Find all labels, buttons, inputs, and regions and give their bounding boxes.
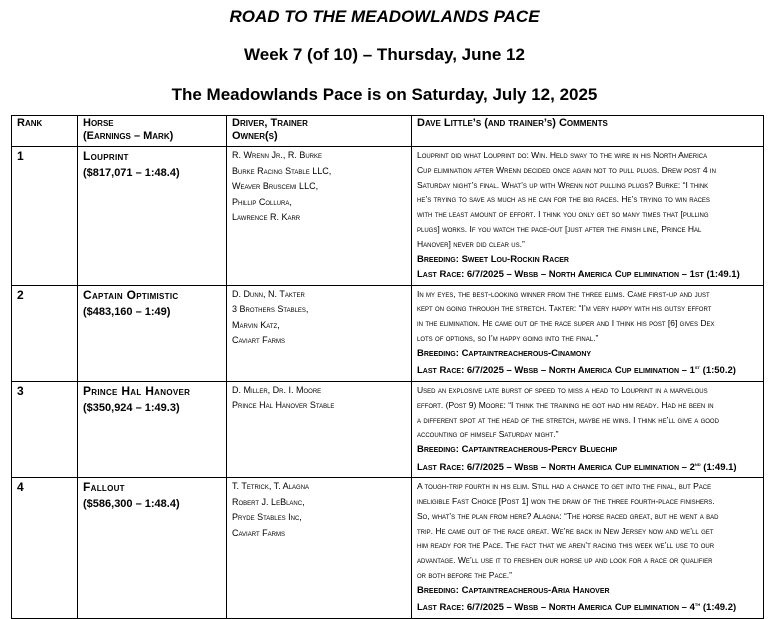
comment-line: kept on going through the stretch. Takter: “I’m very happy with his gutsy effort <box>417 303 712 314</box>
comment-line: trip. He came out of the race great. We’re back in New Jersey now and we’ll get <box>417 525 714 536</box>
last-race-line: Last Race: 6/7/2025 – Wbsb – North America Cup elimination – 2nd (1:49.1) <box>417 461 737 473</box>
week-heading: Week 7 (of 10) – Thursday, June 12 <box>244 45 525 64</box>
horse-cell <box>78 381 227 477</box>
comments-cell <box>412 381 764 477</box>
rank-column-header: Rank <box>12 116 78 147</box>
person-line: Caviart Farms <box>232 335 285 346</box>
horse-name: Louprint <box>83 149 129 163</box>
comment-line: effort. (Post 9) Moore: “I think the training he got had him ready. Had he been in <box>417 399 714 410</box>
comment-line: advantage. We’ll use it to freshen our horse up and look for a race or qualifier <box>417 555 713 566</box>
driver-column-header: Driver, Trainer Owner(s) <box>227 116 412 147</box>
person-line: T. Tetrick, T. Alagna <box>232 481 310 492</box>
page-title: ROAD TO THE MEADOWLANDS PACE <box>229 7 540 26</box>
horse-cell <box>78 147 227 286</box>
person-line: Prince Hal Hanover Stable <box>232 400 335 411</box>
connections-cell <box>227 478 412 619</box>
comment-line: Hanover] never did clear us.” <box>417 238 525 249</box>
horse-cell <box>78 285 227 381</box>
person-line: D. Dunn, N. Takter <box>232 288 305 299</box>
comment-line: accounting of himself Saturday night.” <box>417 429 559 440</box>
table-row <box>12 147 764 286</box>
comment-line: Louprint did what Louprint do: Win. Held sway to the wire in his North America <box>417 150 708 160</box>
horse-name: Captain Optimistic <box>83 287 179 302</box>
horse-earnings: ($817,071 – 1:48.4) <box>83 167 180 179</box>
person-line: Weaver Bruscemi LLC, <box>232 181 319 191</box>
place-suffix: st <box>694 269 704 281</box>
horse-column-header: Horse (Earnings – Mark) <box>78 116 227 147</box>
breeding-line: Breeding: Captaintreacherous-Cinamony <box>417 347 592 359</box>
table-row <box>12 285 764 381</box>
last-race-line: Last Race: 6/7/2025 – Wbsb – North America Cup elimination – 1st (1:50.2) <box>417 365 736 377</box>
rank-cell: 4 <box>12 478 78 619</box>
person-line: 3 Brothers Stables, <box>232 304 309 315</box>
person-line: Phillip Collura, <box>232 196 292 207</box>
breeding-line: Breeding: Captaintreacherous-Percy Bluechip <box>417 444 618 456</box>
person-line: Marvin Katz, <box>232 319 280 330</box>
connections-cell <box>227 147 412 286</box>
rank-cell: 1 <box>12 147 78 286</box>
horse-earnings: ($483,160 – 1:49) <box>83 305 171 318</box>
horse-name: Prince Hal Hanover <box>83 383 191 398</box>
connections-cell <box>227 285 412 381</box>
person-line: D. Miller, Dr. I. Moore <box>232 384 322 395</box>
comment-line: he’s trying to save as much as he can for the big races. He’s trying to win races <box>417 194 710 205</box>
table-row <box>12 478 764 619</box>
person-line: Lawrence R. Karr <box>232 212 301 222</box>
breeding-line: Breeding: Captaintreacherous-Aria Hanover <box>417 584 610 596</box>
rank-cell: 2 <box>12 285 78 381</box>
breeding-line: Breeding: Sweet Lou-Rockin Racer <box>417 253 569 265</box>
comments-cell <box>412 285 764 381</box>
person-line: Robert J. LeBlanc, <box>232 496 305 507</box>
last-race-line: Last Race: 6/7/2025 – Wbsb – North America Cup elimination – 1st (1:49.1) <box>417 269 740 281</box>
place-suffix: th <box>694 602 701 609</box>
comment-line: him ready for the Pace. The fact that we aren’t racing this week we’ll use to our <box>417 540 715 551</box>
person-line: Pryde Stables Inc, <box>232 512 302 523</box>
comment-line: lots of options, so I’m happy going into the final.” <box>417 332 599 343</box>
table-header-row <box>12 116 764 147</box>
comment-line: Used an explosive late burst of speed to miss a head to Louprint in a marvelous <box>417 384 708 395</box>
comments-column-header: Dave Little’s (and trainer’s) Comments <box>412 116 764 147</box>
last-race-line: Last Race: 6/7/2025 – Wbsb – North America Cup elimination – 4th (1:49.2) <box>417 602 737 614</box>
table-row <box>12 381 764 477</box>
person-line: R. Wrenn Jr., R. Burke <box>232 150 323 160</box>
event-date-heading: The Meadowlands Pace is on Saturday, July 12, 2025 <box>171 85 598 104</box>
comment-line: So, what’s the plan from here? Alagna: “The horse raced great, but he went a bad <box>417 510 719 521</box>
comments-cell <box>412 478 764 619</box>
person-line: Caviart Farms <box>232 527 285 538</box>
horse-earnings: ($586,300 – 1:48.4) <box>83 498 180 511</box>
rankings-table <box>11 115 764 619</box>
comment-line: a different spot at the head of the stretch, maybe he wins. I think he’ll give a good <box>417 414 719 425</box>
comment-line: Cup elimination after Wrenn decided once again not to pull plugs. Drew post 4 in <box>417 164 716 175</box>
comment-line: ineligible Fast Choice [Post 1] won the draw of the three fourth-place finishers. <box>417 496 715 507</box>
rank-cell: 3 <box>12 381 78 477</box>
comments-cell <box>412 147 764 286</box>
comment-line: A tough-trip fourth in his elim. Still had a chance to get into the final, but Pace <box>417 481 712 492</box>
comment-line: Saturday night’s final. What’s up with Wrenn not pulling plugs? Burke: “I think <box>417 179 709 190</box>
comment-line: In my eyes, the best-looking winner from the three elims. Came first-up and just <box>417 288 710 299</box>
comment-line: in the elimination. He came out of the race super and I think his post [6] gives Dex <box>417 318 715 329</box>
comment-line: or both before the Pace.” <box>417 570 512 581</box>
place-suffix: st <box>694 365 701 372</box>
comment-line: plugs] works. If you watch the pace-out [just after the finish line, Prince Hal <box>417 223 702 234</box>
person-line: Burke Racing Stable LLC, <box>232 165 332 176</box>
connections-cell <box>227 381 412 477</box>
place-suffix: nd <box>694 461 701 468</box>
horse-name: Fallout <box>83 480 125 495</box>
horse-cell <box>78 478 227 619</box>
horse-earnings: ($350,924 – 1:49.3) <box>83 401 180 414</box>
comment-line: with the least amount of effort. I think you only get so many times that [pulling <box>417 209 709 220</box>
